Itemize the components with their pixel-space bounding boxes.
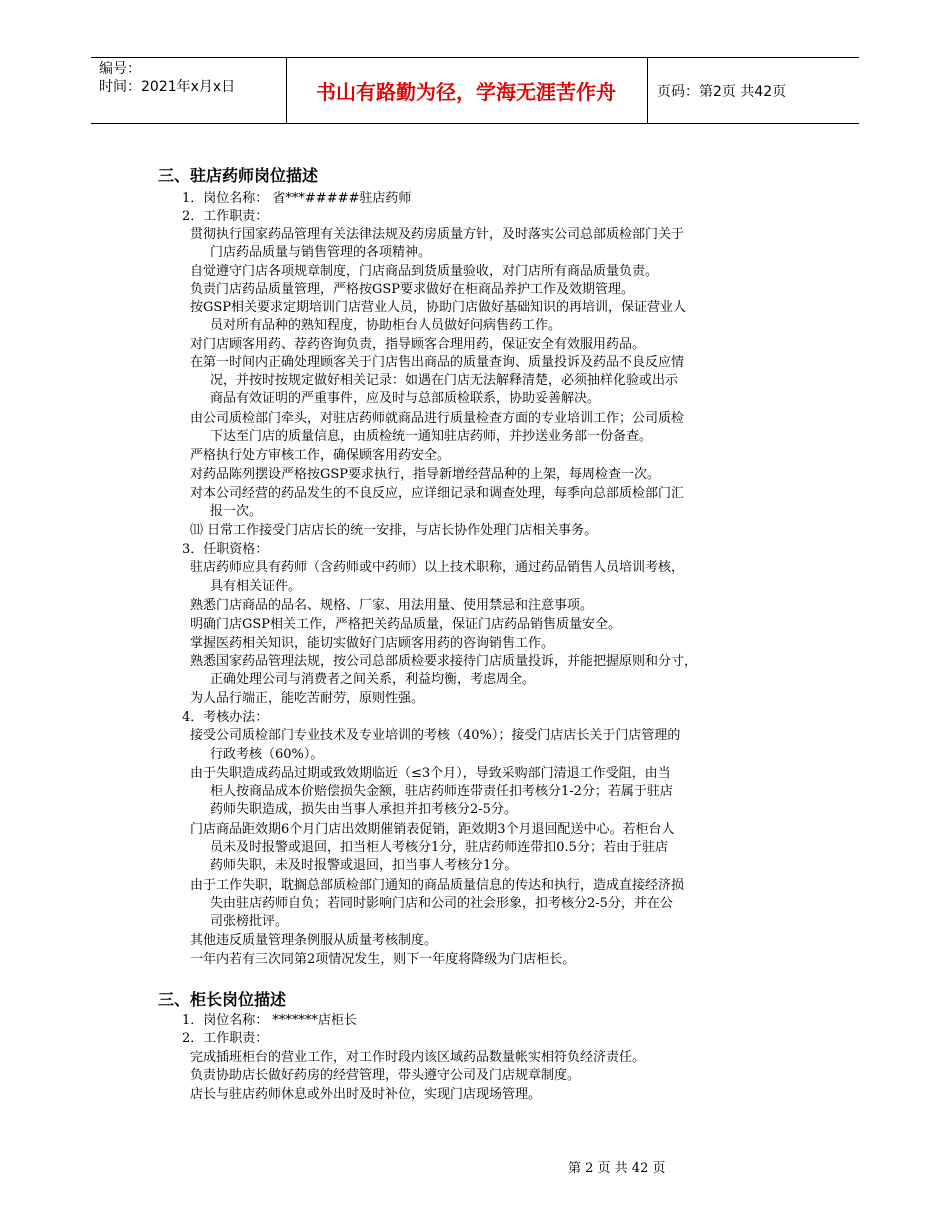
body-line: 正确处理公司与消费者之间关系，利益均衡，考虑周全。 bbox=[210, 672, 536, 687]
body-line: 具有相关证件。 bbox=[210, 579, 302, 594]
body-line: ⑾ 日常工作接受门店店长的统一安排，与店长协作处理门店相关事务。 bbox=[190, 523, 598, 538]
body-line: 由于工作失职，耽搁总部质检部门通知的商品质量信息的传达和执行，造成直接经济损 bbox=[190, 878, 685, 893]
body-line: 况，并按时按规定做好相关记录：如遇在门店无法解释清楚，必须抽样化验或出示 bbox=[210, 373, 679, 388]
body-line: 司张榜批评。 bbox=[210, 914, 289, 929]
body-line: 驻店药师应具有药师（含药师或中药师）以上技术职称，通过药品销售人员培训考核， bbox=[190, 560, 685, 575]
header-meta bbox=[99, 60, 235, 96]
body-line: 店长与驻店药师休息或外出时及时补位，实现门店现场管理。 bbox=[190, 1087, 542, 1102]
body-line: 熟悉国家药品管理法规，按公司总部质检要求接待门店质量投诉，并能把握原则和分寸， bbox=[190, 654, 698, 669]
header-page-number: 页码：第2页 共42页 bbox=[657, 83, 787, 100]
body-line: 一年内若有三次同第2项情况发生，则下一年度将降级为门店柜长。 bbox=[190, 952, 576, 967]
body-line: 自觉遵守门店各项规章制度，门店商品到货质量验收，对门店所有商品质量负责。 bbox=[190, 264, 659, 279]
body-line: 柜人按商品成本价赔偿损失金额，驻店药师连带责任扣考核分1-2分；若属于驻店 bbox=[210, 784, 673, 799]
body-line: 由公司质检部门牵头，对驻店药师就商品进行质量检查方面的专业培训工作；公司质检 bbox=[190, 411, 685, 426]
body-line: 药师失职造成，损失由当事人承担并扣考核分2-5分。 bbox=[210, 802, 517, 817]
body-line: 门店药品质量与销售管理的各项精神。 bbox=[210, 245, 432, 260]
section-title-counter-lead: 三、柜长岗位描述 bbox=[158, 990, 287, 1009]
body-line: 商品有效证明的严重事件，应及时与总部质检联系，协助妥善解决。 bbox=[210, 391, 601, 406]
body-line: 员未及时报警或退回，扣当柜人考核分1分，驻店药师连带扣0.5分；若由于驻店 bbox=[210, 840, 668, 855]
body-line: 对本公司经营的药品发生的不良反应，应详细记录和调查处理，每季向总部质检部门汇 bbox=[190, 486, 685, 501]
document-number: 编号： bbox=[99, 61, 141, 77]
page-header bbox=[91, 57, 859, 124]
body-line: 为人品行端正，能吃苦耐劳，原则性强。 bbox=[190, 691, 425, 706]
body-line: 对药品陈列摆设严格按GSP要求执行，指导新增经营品种的上架，每周检查一次。 bbox=[190, 467, 661, 482]
document-date: 时间：2021年x月x日 bbox=[99, 79, 236, 95]
header-divider bbox=[647, 58, 648, 123]
body-line: 药师失职，未及时报警或退回，扣当事人考核分1分。 bbox=[210, 858, 518, 873]
body-line: 4．考核办法： bbox=[182, 710, 269, 725]
body-line: 1．岗位名称： *******店柜长 bbox=[182, 1013, 357, 1028]
body-line: 负责协助店长做好药房的经营管理，带头遵守公司及门店规章制度。 bbox=[190, 1068, 581, 1083]
body-line: 接受公司质检部门专业技术及专业培训的考核（40%）；接受门店店长关于门店管理的 bbox=[190, 728, 681, 743]
body-line: 2．工作职责： bbox=[182, 209, 269, 224]
body-line: 熟悉门店商品的品名、规格、厂家、用法用量、使用禁忌和注意事项。 bbox=[190, 598, 594, 613]
page-footer: 第 2 页 共 42 页 bbox=[568, 1161, 666, 1176]
body-line: 下达至门店的质量信息，由质检统一通知驻店药师，并抄送业务部一份备查。 bbox=[210, 429, 653, 444]
body-line: 1．岗位名称： 省***#####驻店药师 bbox=[182, 191, 412, 206]
section-title-pharmacist: 三、驻店药师岗位描述 bbox=[158, 166, 319, 185]
body-line: 2．工作职责： bbox=[182, 1031, 269, 1046]
body-line: 按GSP相关要求定期培训门店营业人员，协助门店做好基础知识的再培训，保证营业人 bbox=[190, 300, 687, 315]
body-line: 明确门店GSP相关工作，严格把关药品质量，保证门店药品销售质量安全。 bbox=[190, 617, 622, 632]
body-line: 在第一时间内正确处理顾客关于门店售出商品的质量查询、质量投诉及药品不良反应情 bbox=[190, 355, 685, 370]
header-motto: 书山有路勤为径，学海无涯苦作舟 bbox=[316, 80, 616, 104]
body-line: 严格执行处方审核工作，确保顾客用药安全。 bbox=[190, 448, 451, 463]
body-line: 门店商品距效期6个月门店出效期催销表促销，距效期3个月退回配送中心。若柜台人 bbox=[190, 822, 675, 837]
body-line: 其他违反质量管理条例服从质量考核制度。 bbox=[190, 933, 438, 948]
body-line: 失由驻店药师自负；若同时影响门店和公司的社会形象，扣考核分2-5分，并在公 bbox=[210, 896, 673, 911]
body-line: 行政考核（60%）。 bbox=[210, 747, 324, 762]
body-line: 由于失职造成药品过期或致效期临近（≤3个月），导致采购部门清退工作受阻，由当 bbox=[190, 766, 671, 781]
body-line: 完成插班柜台的营业工作，对工作时段内该区域药品数量帐实相符负经济责任。 bbox=[190, 1050, 646, 1065]
body-line: 贯彻执行国家药品管理有关法律法规及药房质量方针，及时落实公司总部质检部门关于 bbox=[190, 227, 685, 242]
body-line: 3．任职资格： bbox=[182, 542, 269, 557]
body-line: 员对所有品种的熟知程度，协助柜台人员做好问病售药工作。 bbox=[210, 318, 562, 333]
body-line: 报一次。 bbox=[210, 504, 263, 519]
body-line: 对门店顾客用药、荐药咨询负责，指导顾客合理用药，保证安全有效服用药品。 bbox=[190, 337, 646, 352]
body-line: 掌握医药相关知识，能切实做好门店顾客用药的咨询销售工作。 bbox=[190, 636, 555, 651]
body-line: 负责门店药品质量管理，严格按GSP要求做好在柜商品养护工作及效期管理。 bbox=[190, 282, 635, 297]
